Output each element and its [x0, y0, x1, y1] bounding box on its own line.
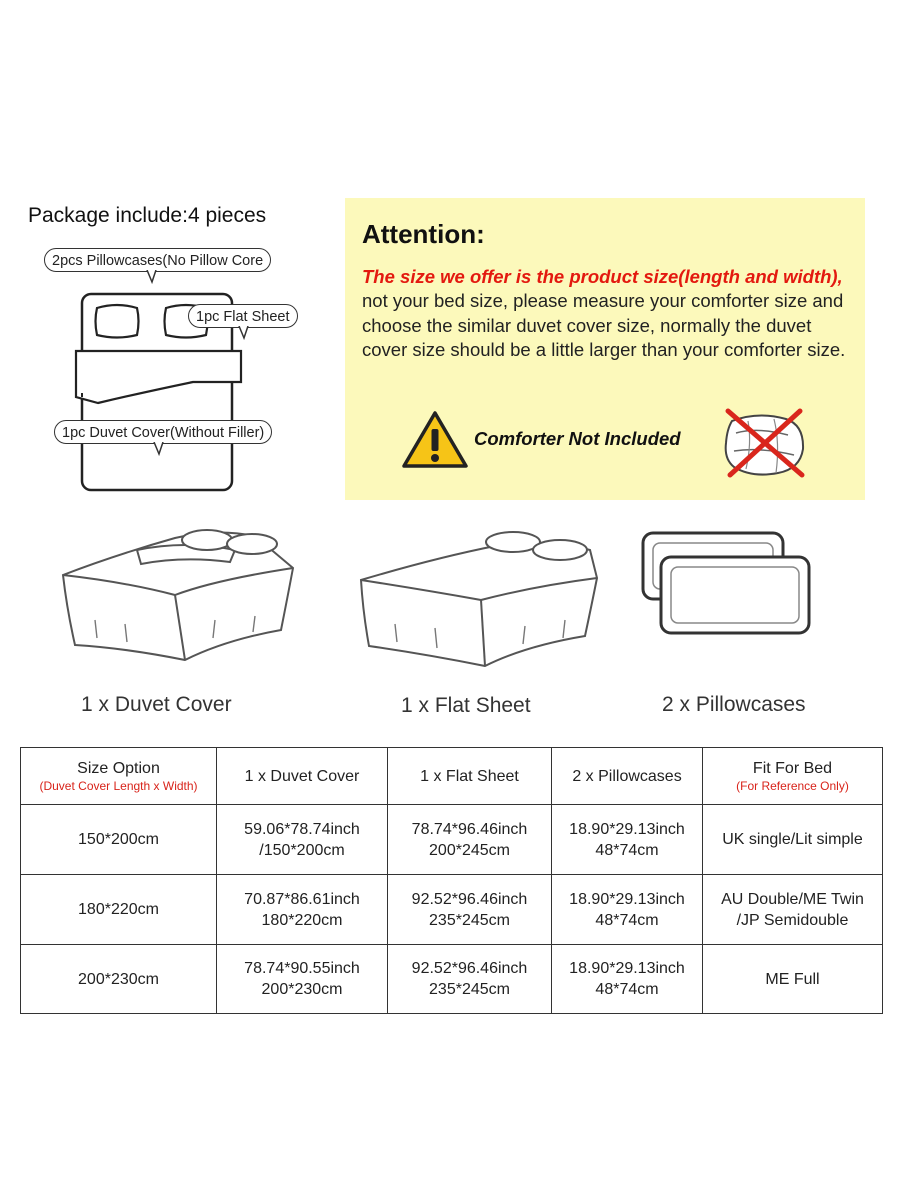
cell-line: 235*245cm [429, 911, 510, 929]
cell-size: 150*200cm [21, 805, 217, 875]
comforter-not-included-label: Comforter Not Included [474, 428, 681, 449]
warning-icon [400, 409, 470, 471]
cell-line: 18.90*29.13inch [569, 890, 685, 908]
callout-pointer-icon [237, 326, 251, 340]
header-fit-for-bed [703, 748, 883, 805]
cell-line: AU Double/ME Twin [721, 890, 864, 908]
duvet-cover-bed-icon [55, 520, 300, 670]
header-flat-sheet [388, 748, 552, 805]
header-label: Size Option [77, 760, 160, 777]
table-header-row [21, 748, 883, 805]
header-pillowcases [552, 748, 703, 805]
duvet-callout: 1pc Duvet Cover(Without Filler) [54, 420, 272, 444]
pillowcases-callout: 2pcs Pillowcases(No Pillow Core [44, 248, 271, 272]
cell-line: 18.90*29.13inch [569, 960, 685, 977]
attention-red-text: The size we offer is the product size(length and width), [362, 266, 843, 287]
cell-fit-for-bed [703, 945, 883, 1014]
header-label: 1 x Duvet Cover [244, 767, 360, 785]
header-sublabel: (For Reference Only) [736, 779, 849, 793]
cell-duvet [217, 875, 388, 945]
callout-pointer-icon [152, 442, 166, 456]
header-label: 2 x Pillowcases [572, 767, 682, 785]
pillowcases-label: 2 x Pillowcases [662, 693, 806, 716]
cell-flat-sheet [388, 945, 552, 1014]
table-row [21, 945, 883, 1014]
attention-body [362, 265, 857, 362]
header-size-option [21, 748, 217, 805]
cell-line: /JP Semidouble [736, 911, 849, 929]
cell-line: 78.74*96.46inch [411, 820, 528, 838]
cell-line: ME Full [765, 970, 820, 988]
cell-line: /150*200cm [259, 841, 345, 859]
cell-line: 78.74*90.55inch [244, 960, 360, 977]
flat-sheet-callout: 1pc Flat Sheet [188, 304, 298, 328]
cell-line: 235*245cm [429, 981, 510, 998]
cell-fit-for-bed [703, 805, 883, 875]
header-duvet-cover [217, 748, 388, 805]
cell-line: 92.52*96.46inch [411, 890, 528, 908]
cell-line: 200*230cm [261, 981, 343, 998]
comforter-crossed-icon [718, 403, 813, 483]
cell-line: 70.87*86.61inch [244, 890, 360, 908]
pillowcases-icon [635, 525, 815, 640]
flat-sheet-bed-icon [355, 528, 605, 673]
cell-flat-sheet [388, 875, 552, 945]
table-row [21, 875, 883, 945]
cell-line: UK single/Lit simple [722, 831, 863, 848]
table-row [21, 805, 883, 875]
size-table [20, 747, 883, 1014]
header-sublabel: (Duvet Cover Length x Width) [39, 779, 198, 793]
callout-pointer-icon [145, 270, 159, 284]
cell-flat-sheet [388, 805, 552, 875]
header-label: 1 x Flat Sheet [420, 767, 519, 785]
cell-line: 92.52*96.46inch [411, 960, 528, 977]
attention-title: Attention: [362, 219, 485, 249]
flat-sheet-label: 1 x Flat Sheet [401, 694, 531, 717]
cell-pillowcases [552, 805, 703, 875]
cell-size: 200*230cm [21, 945, 217, 1014]
cell-size: 180*220cm [21, 875, 217, 945]
header-label: Fit For Bed [752, 760, 833, 777]
cell-line: 59.06*78.74inch [244, 820, 360, 838]
cell-fit-for-bed [703, 875, 883, 945]
cell-line: 18.90*29.13inch [569, 820, 685, 838]
duvet-cover-label: 1 x Duvet Cover [81, 693, 232, 716]
cell-line: 48*74cm [595, 981, 659, 998]
cell-pillowcases [552, 945, 703, 1014]
cell-duvet [217, 805, 388, 875]
cell-line: 200*245cm [429, 841, 510, 859]
attention-body-text: not your bed size, please measure your comforter size and choose the similar duvet cover size, normally the duvet cover size should be a little larger than your comforter size. [362, 290, 846, 360]
cell-line: 48*74cm [595, 841, 659, 859]
cell-line: 48*74cm [595, 911, 659, 929]
package-title: Package include:4 pieces [28, 204, 267, 227]
cell-line: 180*220cm [261, 911, 343, 929]
cell-duvet [217, 945, 388, 1014]
cell-pillowcases [552, 875, 703, 945]
